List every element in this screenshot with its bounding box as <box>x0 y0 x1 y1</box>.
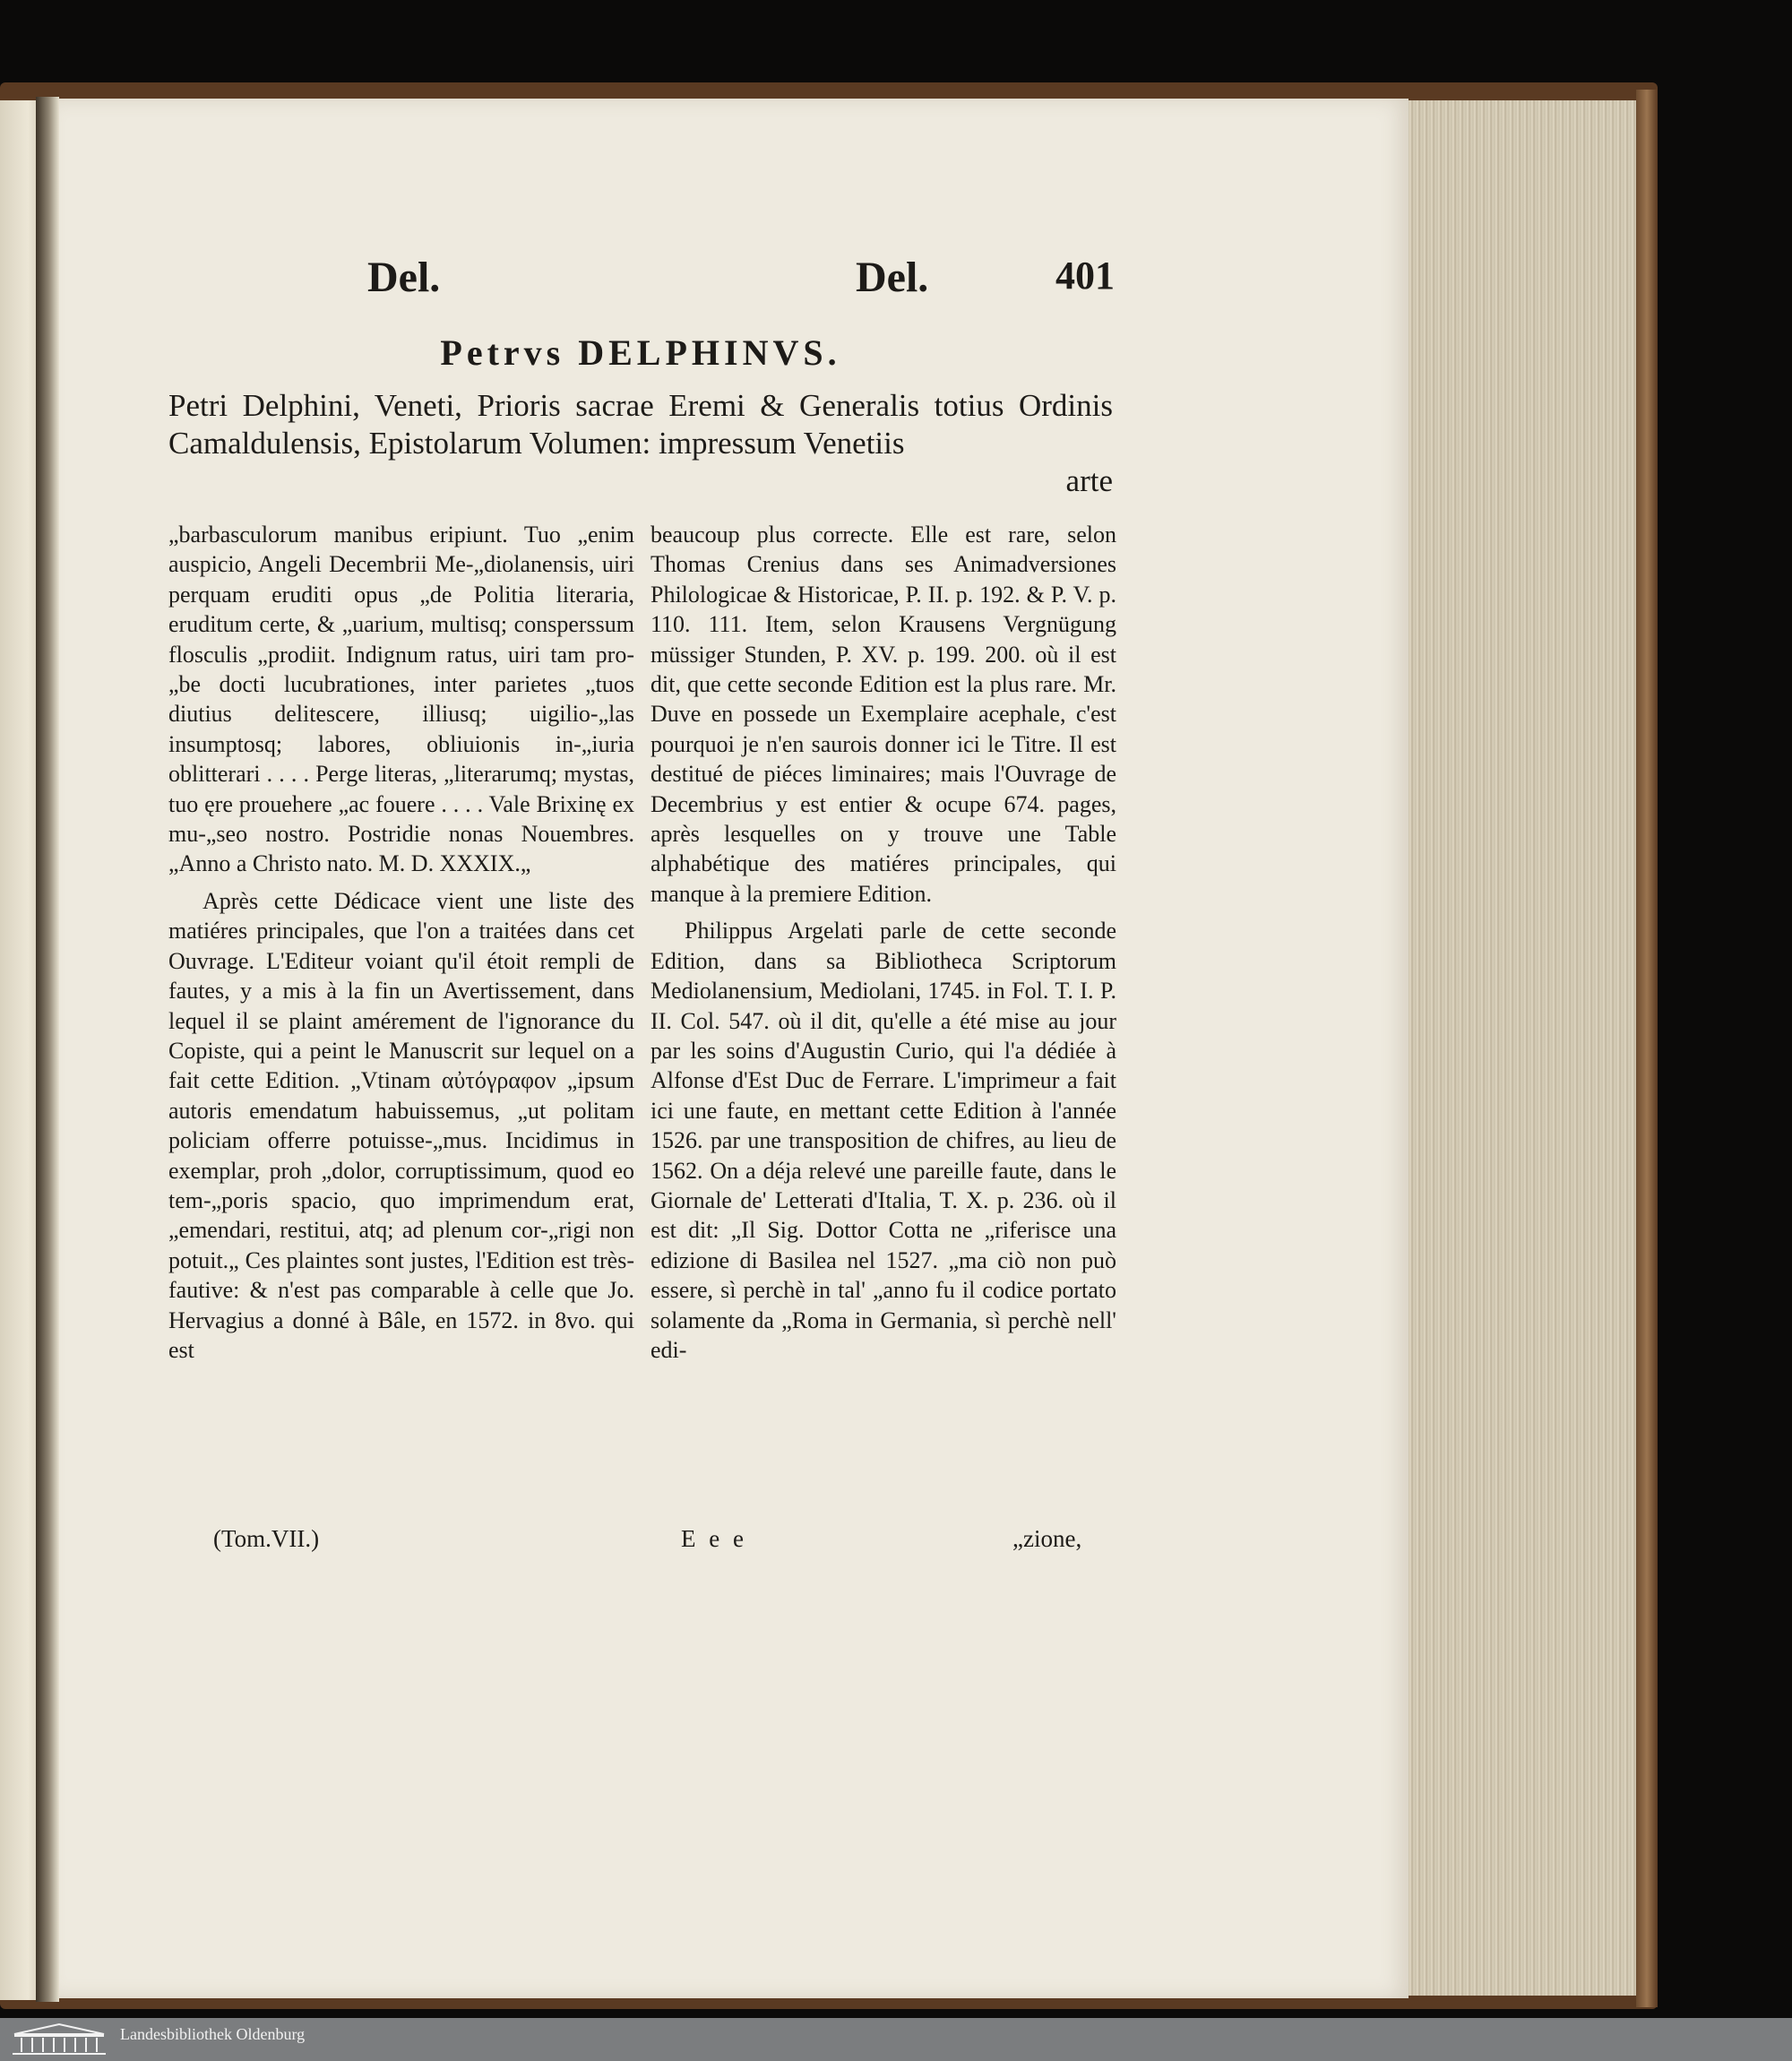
running-head-center: Del. <box>856 254 929 301</box>
library-logo-icon <box>9 2022 109 2057</box>
article-title: Petrvs DELPHINVS. <box>440 332 841 373</box>
right-column <box>650 520 1116 1365</box>
library-name: Landesbibliothek Oldenburg <box>120 2025 306 2043</box>
right-paragraph-2: Philippus Argelati parle de cette seconde Edition, dans sa Bibliotheca Scriptorum Mediolanensium, Mediolani, 1745. in Fol. T. I. P. II. Col. 547. où il dit, qu'elle a été mise au jour par les soins d'Augustin Curio, qui l'a dédiée à Alfonse d'Est Duc de Ferrare. L'imprimeur a fait ici une faute, en mettant cette Edition à l'année 1526. par une transposition de chifres, au lieu de 1562. On a déja relevé une pareille faute, dans le Giornale de' Letterati d'Italia, T. X. p. 236. où il est dit: „Il Sig. Dottor Cotta ne „riferisce una edizione di Basilea nel 1527. „ma ciò non può essere, sì perchè in tal' „anno fu il codice portato solamente da „Roma in Germania, sì perchè nell' edi- <box>650 918 1116 1363</box>
left-paragraph-2: Après cette Dédicace vient une liste des matiéres principales, que l'on a traitées dans cet Ouvrage. L'Editeur voiant qu'il étoit rempli de fautes, y a mis à la fin un Avertissement, dans lequel il se plaint amérement de l'ignorance du Copiste, qui a peint le Manuscrit sur lequel on a fait cette Edition. „Vtinam αὐτόγραφον „ipsum autoris emendatum habuissemus, „ut politam policiam offerre potuisse-„mus. Incidimus in exemplar, proh „dolor, corruptissimum, quod eo tem-„poris spacio, quo imprimendum erat, „emendari, restitui, atq; ad plenum cor-„rigi non potuit.„ Ces plaintes sont justes, l'Edition est très-fautive: & n'est pas comparable à celle que Jo. Hervagius a donné à Bâle, en 1572. in 8vo. qui est <box>168 887 634 1363</box>
page-number: 401 <box>1055 254 1115 298</box>
entry-intro-continuation: arte <box>1065 463 1113 498</box>
cover-edge <box>1636 90 1658 2007</box>
entry-intro <box>168 387 1113 500</box>
sheet-signature: E e e <box>681 1525 747 1552</box>
left-paragraph-1: „barbasculorum manibus eripiunt. Tuo „enim auspicio, Angeli Decembrii Me-„diolanensis, uiri perquam eruditi opus „de Politia literaria, eruditum certe, & „uarium, multisq; consperssum flosculis „prodiit. Indignum ratus, uiri tam pro-„be docti lucubrationes, inter parietes „tuos diutius delitescere, illiusq; uigilio-„las insumptosq; labores, obliuionis in-„iuria oblitterari . . . . Perge literas, „literarumq; mystas, tuo ęre prouehere „ac fouere . . . . Vale Brixinę ex mu-„seo nostro. Postridie nonas Nouembres. „Anno a Christo nato. M. D. XXXIX.„ <box>168 522 634 877</box>
left-column <box>168 520 634 1365</box>
catchword: „zione, <box>1012 1525 1082 1552</box>
page-block-edge <box>1409 100 1638 1996</box>
entry-intro-text: Petri Delphini, Veneti, Prioris sacrae Eremi & Generalis totius Ordinis Camaldulensis, Epistolarum Volumen: impressum Venetiis <box>168 388 1113 461</box>
right-paragraph-1: beaucoup plus correcte. Elle est rare, selon Thomas Crenius dans ses Animadversiones Philologicae & Historicae, P. II. p. 192. & P. V. p. 110. 111. Item, selon Krausens Vergnügung müssiger Stunden, P. XV. p. 199. 200. où il est dit, que cette seconde Edition est la plus rare. Mr. Duve en possede un Exemplaire acephale, c'est pourquoi je n'en saurois donner ici le Titre. Il est destitué de piéces liminaires; mais l'Ouvrage de Decembrius y est entier & ocupe 674. pages, après lesquelles on y trouve une Table alphabétique des matiéres principales, qui manque à la premiere Edition. <box>650 522 1116 907</box>
volume-signature: (Tom.VII.) <box>213 1525 320 1552</box>
running-head-left: Del. <box>367 254 441 301</box>
book-gutter <box>36 97 59 2002</box>
